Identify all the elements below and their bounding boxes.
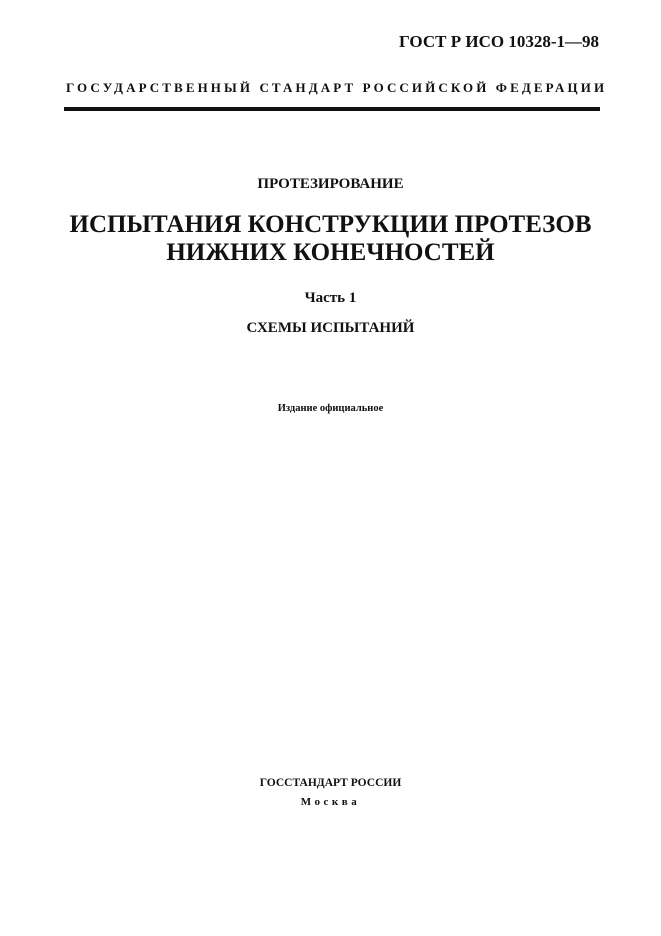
edition-note: Издание официальное bbox=[277, 403, 384, 414]
publisher-city: Москва bbox=[300, 796, 361, 808]
document-code: ГОСТ Р ИСО 10328-1—98 bbox=[399, 32, 599, 51]
header-divider bbox=[64, 107, 600, 111]
document-subject: ПРОТЕЗИРОВАНИЕ bbox=[257, 176, 404, 192]
standard-header: ГОСУДАРСТВЕННЫЙ СТАНДАРТ РОССИЙСКОЙ ФЕДЕРАЦИИ bbox=[66, 80, 608, 95]
publisher-name: ГОССТАНДАРТ РОССИИ bbox=[259, 777, 402, 789]
part-title: СХЕМЫ ИСПЫТАНИЙ bbox=[246, 320, 415, 336]
part-number: Часть 1 bbox=[304, 290, 357, 306]
document-title-line-2: НИЖНИХ КОНЕЧНОСТЕЙ bbox=[166, 239, 495, 266]
document-title-line-1: ИСПЫТАНИЯ КОНСТРУКЦИИ ПРОТЕЗОВ bbox=[69, 211, 592, 238]
